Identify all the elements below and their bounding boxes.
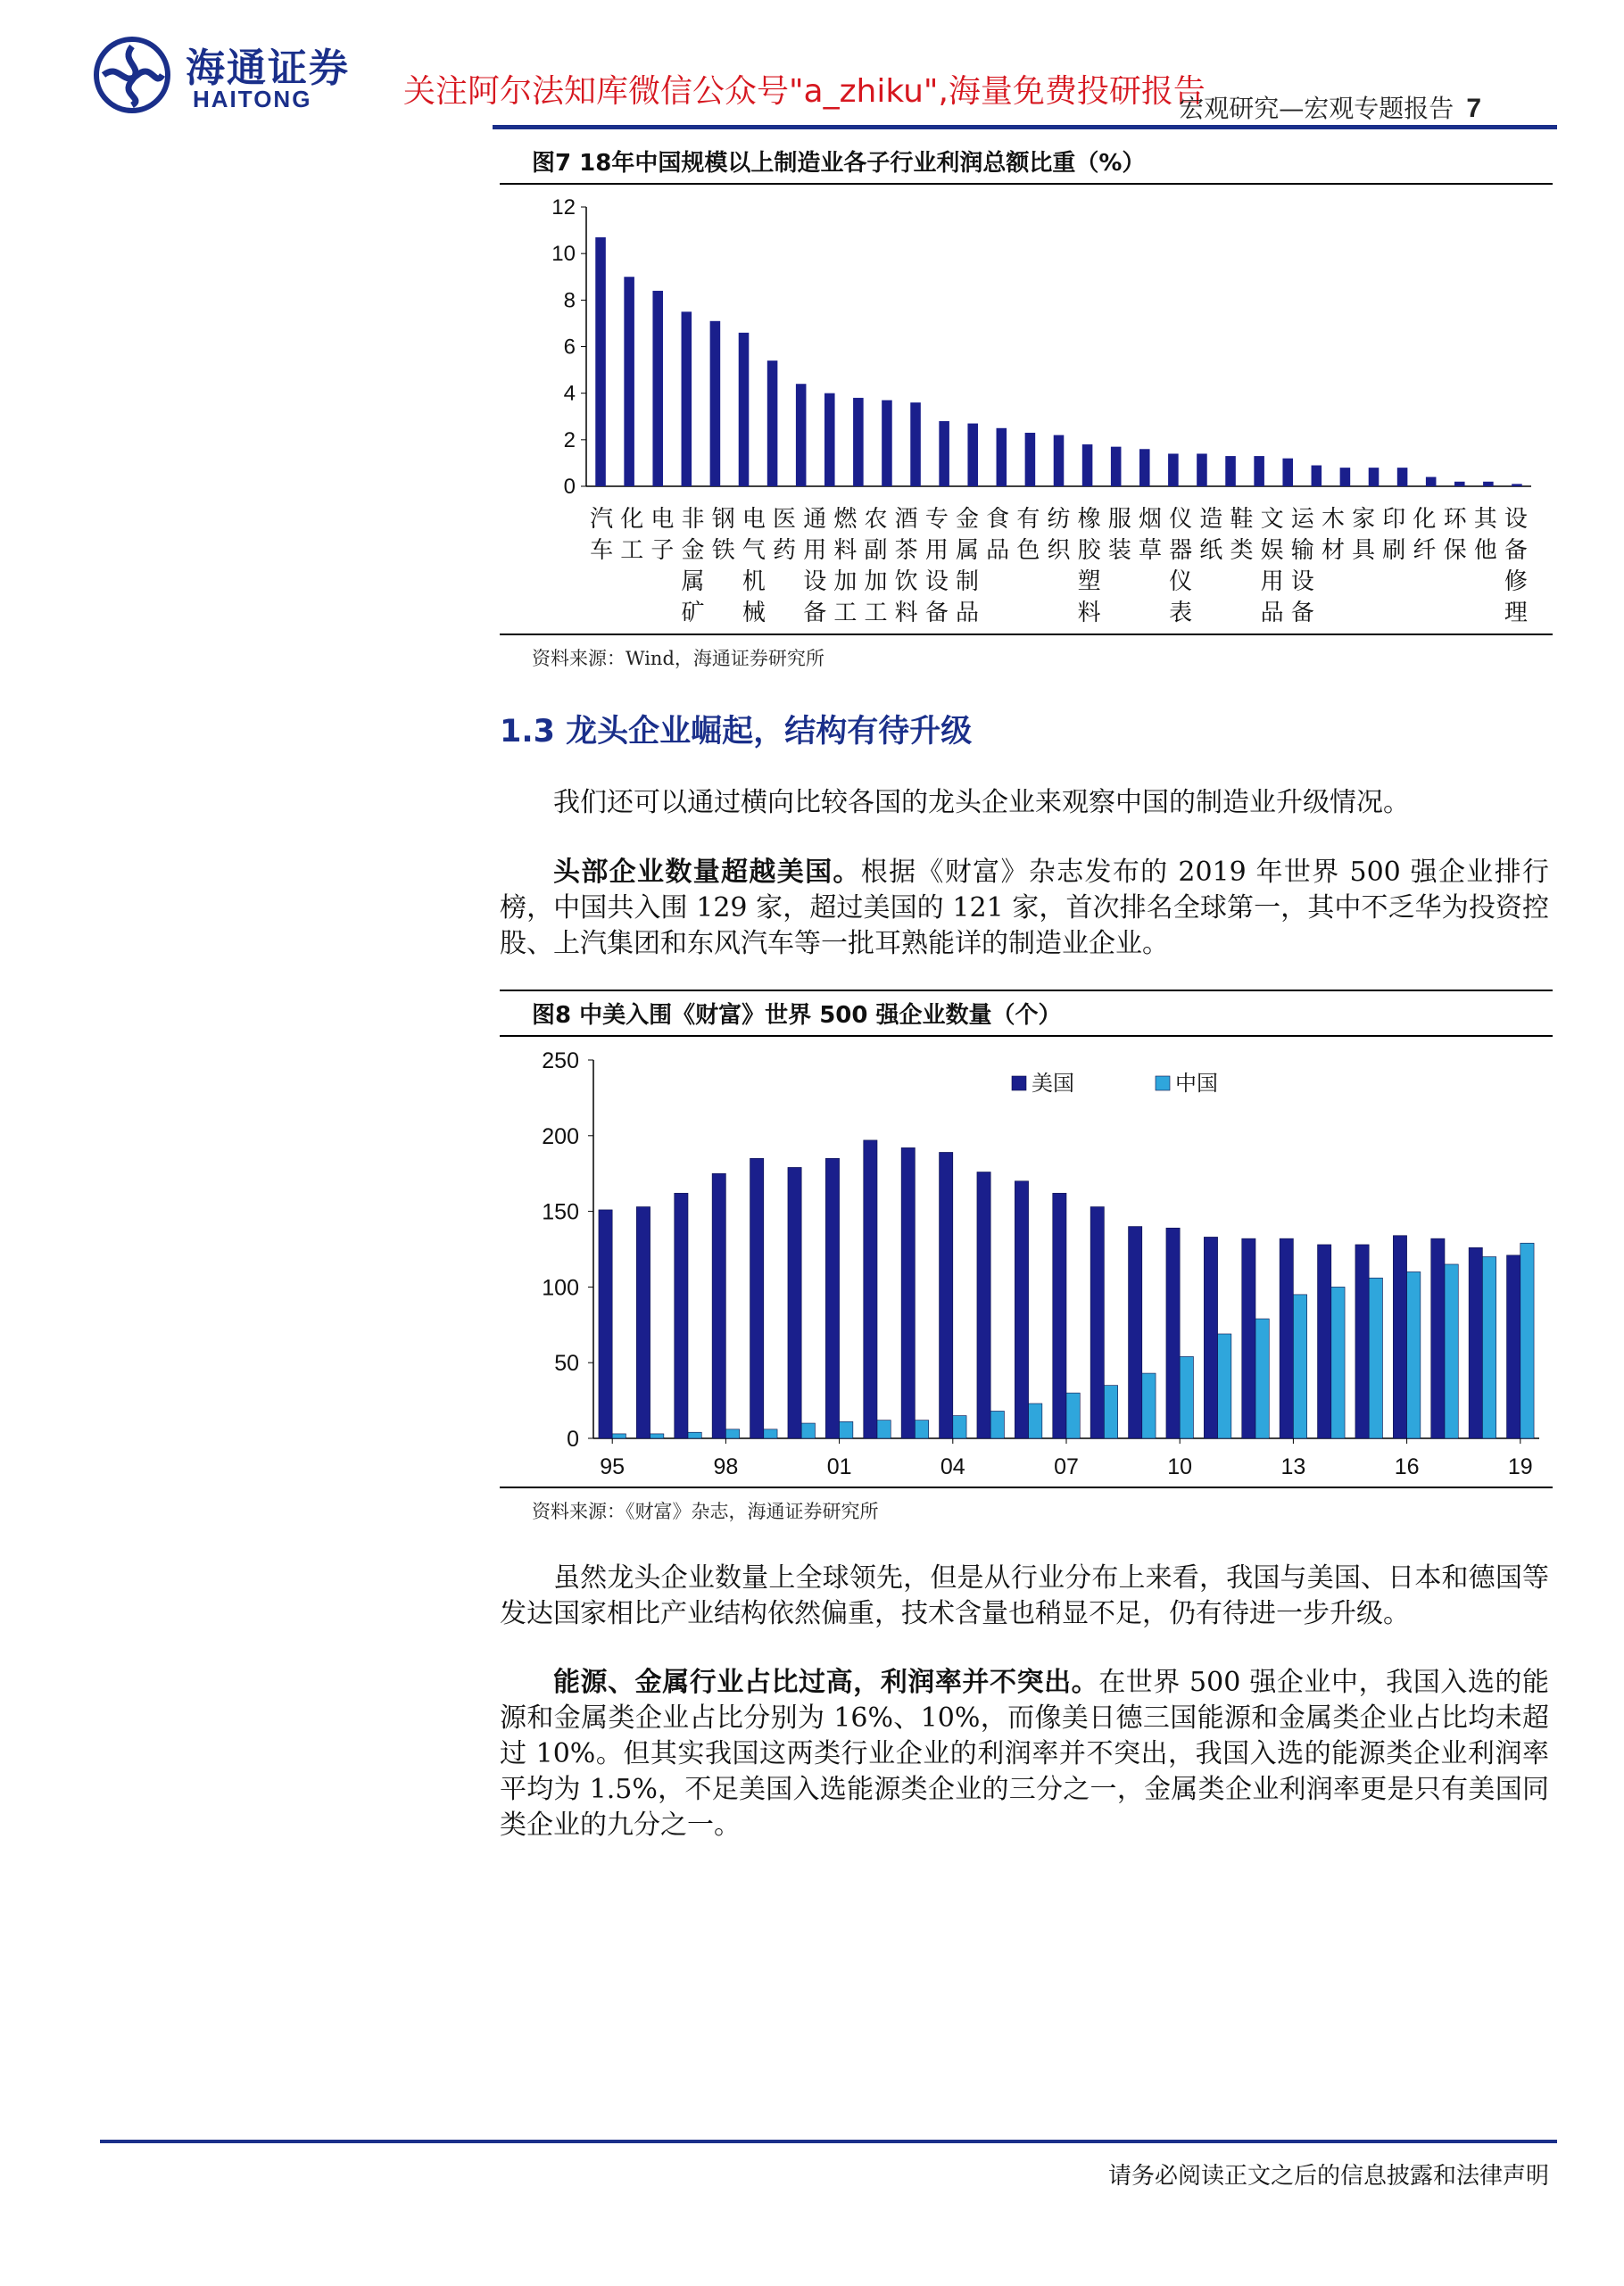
figure7-category-label: 文娱用品 bbox=[1260, 505, 1284, 625]
figure7-title: 图7 18年中国规模以上制造业各子行业利润总额比重（%） bbox=[532, 150, 1146, 177]
figure7-bar bbox=[1426, 477, 1437, 486]
figure8-bar-cn bbox=[1066, 1393, 1080, 1438]
figure7-category-label: 化纤 bbox=[1413, 505, 1437, 563]
figure8-bar-us bbox=[1355, 1245, 1369, 1438]
figure8-bar-us bbox=[1393, 1236, 1406, 1438]
figure7-bar bbox=[1082, 444, 1093, 486]
figure7-category-label: 化工 bbox=[620, 505, 644, 563]
figure8-x-tick-label: 19 bbox=[1507, 1454, 1533, 1479]
figure8-bar-cn bbox=[1104, 1386, 1117, 1438]
figure8-y-tick-label: 100 bbox=[542, 1275, 579, 1301]
section-heading: 1.3 龙头企业崛起，结构有待升级 bbox=[500, 714, 973, 750]
haitong-logo-icon bbox=[93, 36, 171, 114]
figure7-category-label: 服装 bbox=[1107, 505, 1131, 563]
figure8-x-tick-label: 07 bbox=[1054, 1454, 1079, 1479]
figure7-category-label: 仪器仪表 bbox=[1169, 505, 1193, 625]
figure8-bar-us bbox=[1090, 1207, 1104, 1438]
header-divider bbox=[493, 125, 1557, 129]
figure7-category-label: 有色 bbox=[1016, 505, 1040, 563]
figure7-bar bbox=[997, 428, 1007, 486]
figure7-category-label: 木材 bbox=[1321, 505, 1345, 563]
figure8-bar-cn bbox=[1029, 1404, 1042, 1438]
figure7-bar bbox=[1369, 468, 1380, 486]
figure8-bar-cn bbox=[1218, 1334, 1231, 1438]
figure8-bar-us bbox=[712, 1173, 725, 1438]
figure7-category-label: 鞋类 bbox=[1230, 505, 1254, 563]
paragraph-intro: 我们还可以通过横向比较各国的龙头企业来观察中国的制造业升级情况。 bbox=[553, 787, 1410, 818]
figure7-category-label: 橡胶塑料 bbox=[1077, 505, 1101, 625]
figure7-category-label: 造纸 bbox=[1199, 505, 1223, 563]
figure7-bar bbox=[910, 402, 921, 486]
figure8-x-tick-label: 10 bbox=[1167, 1454, 1193, 1479]
figure8-legend-swatch-cn bbox=[1156, 1076, 1170, 1090]
figure7-bar bbox=[1168, 453, 1179, 486]
figure7-category-label: 电子 bbox=[650, 505, 675, 563]
figure8-bar-cn bbox=[764, 1429, 777, 1438]
figure7-category-label: 汽车 bbox=[590, 505, 614, 563]
figure7-category-label: 印刷 bbox=[1382, 505, 1406, 563]
paragraph-energy-metal-lead: 能源、金属行业占比过高，利润率并不突出。 bbox=[553, 1667, 1099, 1698]
figure7-bar bbox=[796, 384, 807, 486]
figure8-bar-us bbox=[599, 1210, 612, 1438]
figure7-y-tick-label: 12 bbox=[551, 195, 576, 219]
paragraph-energy-metal-body: 在世界 500 强企业中，我国入选的能源和金属类企业占比分别为 16%、10%，而像美日德三国能源和金属类企业占比均未超过 10%。但其实我国这两类行业企业的利润率并不突出，我国入选的能源类企业利润率平均为 1.5%，不足美国入选能源类企业的三分之一，金属类企业利润率更是只有美国同类企业的九分之一。 bbox=[500, 1667, 1549, 1841]
figure8-bar-cn bbox=[1142, 1373, 1156, 1438]
figure8-bar-us bbox=[1166, 1228, 1180, 1438]
figure7-bar bbox=[1512, 484, 1522, 486]
figure7-category-label: 环保 bbox=[1443, 505, 1467, 563]
figure7-category-label: 设备修理 bbox=[1504, 505, 1528, 625]
figure8-top-rule-upper bbox=[500, 990, 1553, 991]
figure7-category-label: 烟草 bbox=[1138, 505, 1162, 563]
figure7-y-tick-label: 8 bbox=[563, 288, 576, 313]
figure8-legend-swatch-us bbox=[1012, 1076, 1026, 1090]
figure8-x-tick-label: 98 bbox=[713, 1454, 739, 1479]
figure7-bar bbox=[1454, 482, 1465, 486]
figure8-bar-cn bbox=[1255, 1319, 1269, 1438]
figure7-bottom-rule bbox=[500, 634, 1553, 635]
figure7-category-label: 其他 bbox=[1473, 505, 1497, 563]
figure8-bar-cn bbox=[877, 1420, 891, 1438]
figure7-bar bbox=[1312, 466, 1322, 486]
paragraph-top-firms-body: 根据《财富》杂志发布的 2019 年世界 500 强企业排行榜，中国共入围 129 家，超过美国的 121 家，首次排名全球第一，其中不乏华为投资控股、上汽集团和东风汽车等一批耳熟能详的制造业企业。 bbox=[500, 857, 1549, 959]
figure8-bar-us bbox=[1507, 1255, 1520, 1438]
figure8-bar-cn bbox=[1445, 1264, 1458, 1438]
figure7-category-label: 通用设备 bbox=[803, 505, 827, 625]
figure7-bar bbox=[1254, 456, 1264, 486]
figure8-bar-us bbox=[864, 1140, 877, 1438]
figure8-bar-us bbox=[636, 1207, 650, 1438]
figure7-bar bbox=[1054, 435, 1065, 486]
figure8-bar-us bbox=[1431, 1238, 1445, 1438]
footer-disclaimer: 请务必阅读正文之后的信息披露和法律声明 bbox=[1107, 2163, 1549, 2190]
figure7-category-label: 食品 bbox=[986, 505, 1010, 563]
figure8-y-tick-label: 150 bbox=[542, 1199, 579, 1225]
figure7-source: 资料来源：Wind，海通证券研究所 bbox=[532, 648, 824, 669]
figure8-bar-cn bbox=[990, 1411, 1004, 1438]
figure8-bar-us bbox=[1242, 1238, 1255, 1438]
figure8-bar-cn bbox=[1482, 1256, 1496, 1438]
figure7-category-label: 非金属矿 bbox=[681, 505, 705, 625]
figure7-bar bbox=[1397, 468, 1408, 486]
figure7-y-tick-label: 0 bbox=[563, 475, 576, 499]
figure8-bar-cn bbox=[1293, 1295, 1306, 1438]
figure7-bar bbox=[624, 277, 634, 486]
figure7-y-tick-label: 4 bbox=[563, 381, 576, 406]
figure7-category-label: 医药 bbox=[773, 505, 797, 563]
report-type: 宏观研究—宏观专题报告 bbox=[1179, 94, 1454, 123]
figure8-bar-cn bbox=[612, 1434, 626, 1438]
figure8-x-tick-label: 16 bbox=[1394, 1454, 1420, 1479]
figure7-category-label: 钢铁 bbox=[711, 505, 735, 563]
figure7-bar bbox=[967, 424, 978, 486]
figure8-x-tick-label: 04 bbox=[940, 1454, 965, 1479]
figure7-bar bbox=[1025, 433, 1036, 486]
page-number: 7 bbox=[1466, 94, 1481, 123]
figure7-bar bbox=[767, 360, 778, 486]
figure8-x-tick-label: 13 bbox=[1280, 1454, 1306, 1479]
figure7-bar bbox=[1483, 482, 1494, 486]
figure8-bar-us bbox=[675, 1193, 688, 1438]
logo-chinese-name: 海通证券 bbox=[186, 46, 350, 91]
report-header bbox=[1179, 89, 1481, 125]
figure8-bar-us bbox=[940, 1152, 953, 1438]
figure8-bar-cn bbox=[1369, 1278, 1382, 1438]
figure8-bar-us bbox=[1053, 1193, 1066, 1438]
paragraph-structure: 虽然龙头企业数量上全球领先，但是从行业分布上来看，我国与美国、日本和德国等发达国家相比产业结构依然偏重，技术含量也稍显不足，仍有待进一步升级。 bbox=[500, 1562, 1549, 1629]
figure8-y-tick-label: 50 bbox=[554, 1351, 579, 1377]
paragraph-energy-metal bbox=[500, 1665, 1549, 1843]
figure8-bar-us bbox=[977, 1172, 990, 1438]
figure8-bar-us bbox=[1204, 1237, 1217, 1438]
figure8-bar-cn bbox=[1407, 1271, 1421, 1438]
figure7-category-label: 专用设备 bbox=[924, 505, 949, 625]
figure8-bar-us bbox=[1129, 1227, 1142, 1438]
figure7-bar bbox=[1139, 449, 1150, 486]
figure8-y-tick-label: 200 bbox=[542, 1123, 579, 1149]
figure7-bar bbox=[739, 333, 750, 486]
figure7-bar bbox=[1225, 456, 1236, 486]
figure7-bar bbox=[710, 321, 721, 486]
figure8-bar-cn bbox=[915, 1420, 928, 1438]
promo-watermark: 关注阿尔法知库微信公众号"a_zhiku",海量免费投研报告 bbox=[403, 73, 1206, 110]
figure8-legend-label-cn: 中国 bbox=[1175, 1072, 1218, 1096]
figure8-bar-cn bbox=[953, 1416, 966, 1438]
figure7-bar bbox=[1340, 468, 1351, 486]
figure7-bar bbox=[682, 311, 692, 486]
figure8-bar-us bbox=[788, 1167, 801, 1438]
figure8-y-tick-label: 0 bbox=[567, 1427, 579, 1452]
figure8-bottom-rule bbox=[500, 1487, 1553, 1488]
figure7-bar bbox=[652, 291, 663, 486]
footer-divider bbox=[100, 2140, 1557, 2143]
figure8-bar-us bbox=[1280, 1238, 1293, 1438]
figure7-bar bbox=[882, 400, 892, 486]
figure7-category-label: 燃料加工 bbox=[833, 505, 858, 625]
figure7-bar bbox=[1197, 453, 1207, 486]
figure8-x-tick-label: 01 bbox=[826, 1454, 852, 1479]
figure8-y-tick-label: 250 bbox=[542, 1048, 579, 1073]
figure7-bar bbox=[939, 421, 949, 486]
figure8-top-rule bbox=[500, 1035, 1553, 1037]
figure8-bar-cn bbox=[1520, 1243, 1534, 1438]
figure7-top-rule bbox=[500, 183, 1553, 185]
logo-english-name: HAITONG bbox=[193, 86, 312, 112]
figure8-bar-cn bbox=[688, 1432, 701, 1438]
figure7-category-label: 电气机械 bbox=[742, 505, 766, 625]
figure8-bar-us bbox=[825, 1158, 839, 1438]
figure8-bar-us bbox=[901, 1147, 915, 1438]
figure7-category-label: 酒茶饮料 bbox=[894, 505, 918, 625]
figure8-bar-cn bbox=[801, 1423, 815, 1438]
figure8-bar-us bbox=[1318, 1245, 1331, 1438]
figure7-bar bbox=[595, 237, 606, 486]
figure7-category-label: 家具 bbox=[1352, 505, 1376, 563]
figure7-bar bbox=[1282, 459, 1293, 486]
figure7-category-label: 运输设备 bbox=[1290, 505, 1314, 625]
figure7-bar bbox=[1111, 447, 1122, 486]
figure8-x-tick-label: 95 bbox=[600, 1454, 626, 1479]
figure8-bar-us bbox=[1469, 1247, 1482, 1438]
figure8-bar-us bbox=[1015, 1181, 1028, 1438]
figure7-y-tick-label: 10 bbox=[551, 242, 576, 267]
figure7-category-label: 金属制品 bbox=[956, 505, 980, 625]
figure8-source: 资料来源：《财富》杂志，海通证券研究所 bbox=[532, 1501, 879, 1522]
figure8-bar-cn bbox=[1180, 1356, 1193, 1438]
figure8-bar-us bbox=[750, 1158, 764, 1438]
paragraph-top-firms-lead: 头部企业数量超越美国。 bbox=[553, 857, 861, 888]
paragraph-top-firms bbox=[500, 855, 1549, 962]
figure7-category-label: 农副加工 bbox=[864, 505, 888, 625]
figure7-y-tick-label: 2 bbox=[563, 427, 576, 452]
figure8-bar-cn bbox=[1331, 1287, 1345, 1438]
figure7-y-tick-label: 6 bbox=[563, 335, 576, 360]
figure8-bar-cn bbox=[725, 1429, 739, 1438]
figure7-bar bbox=[853, 398, 864, 486]
figure8-bar-cn bbox=[840, 1421, 853, 1438]
figure8-title: 图8 中美入围《财富》世界 500 强企业数量（个） bbox=[532, 1002, 1062, 1029]
figure7-category-label: 纺织 bbox=[1047, 505, 1071, 563]
figure7-bar bbox=[824, 393, 835, 486]
figure8-bar-cn bbox=[650, 1434, 664, 1438]
figure8-legend-label-us: 美国 bbox=[1032, 1072, 1074, 1096]
